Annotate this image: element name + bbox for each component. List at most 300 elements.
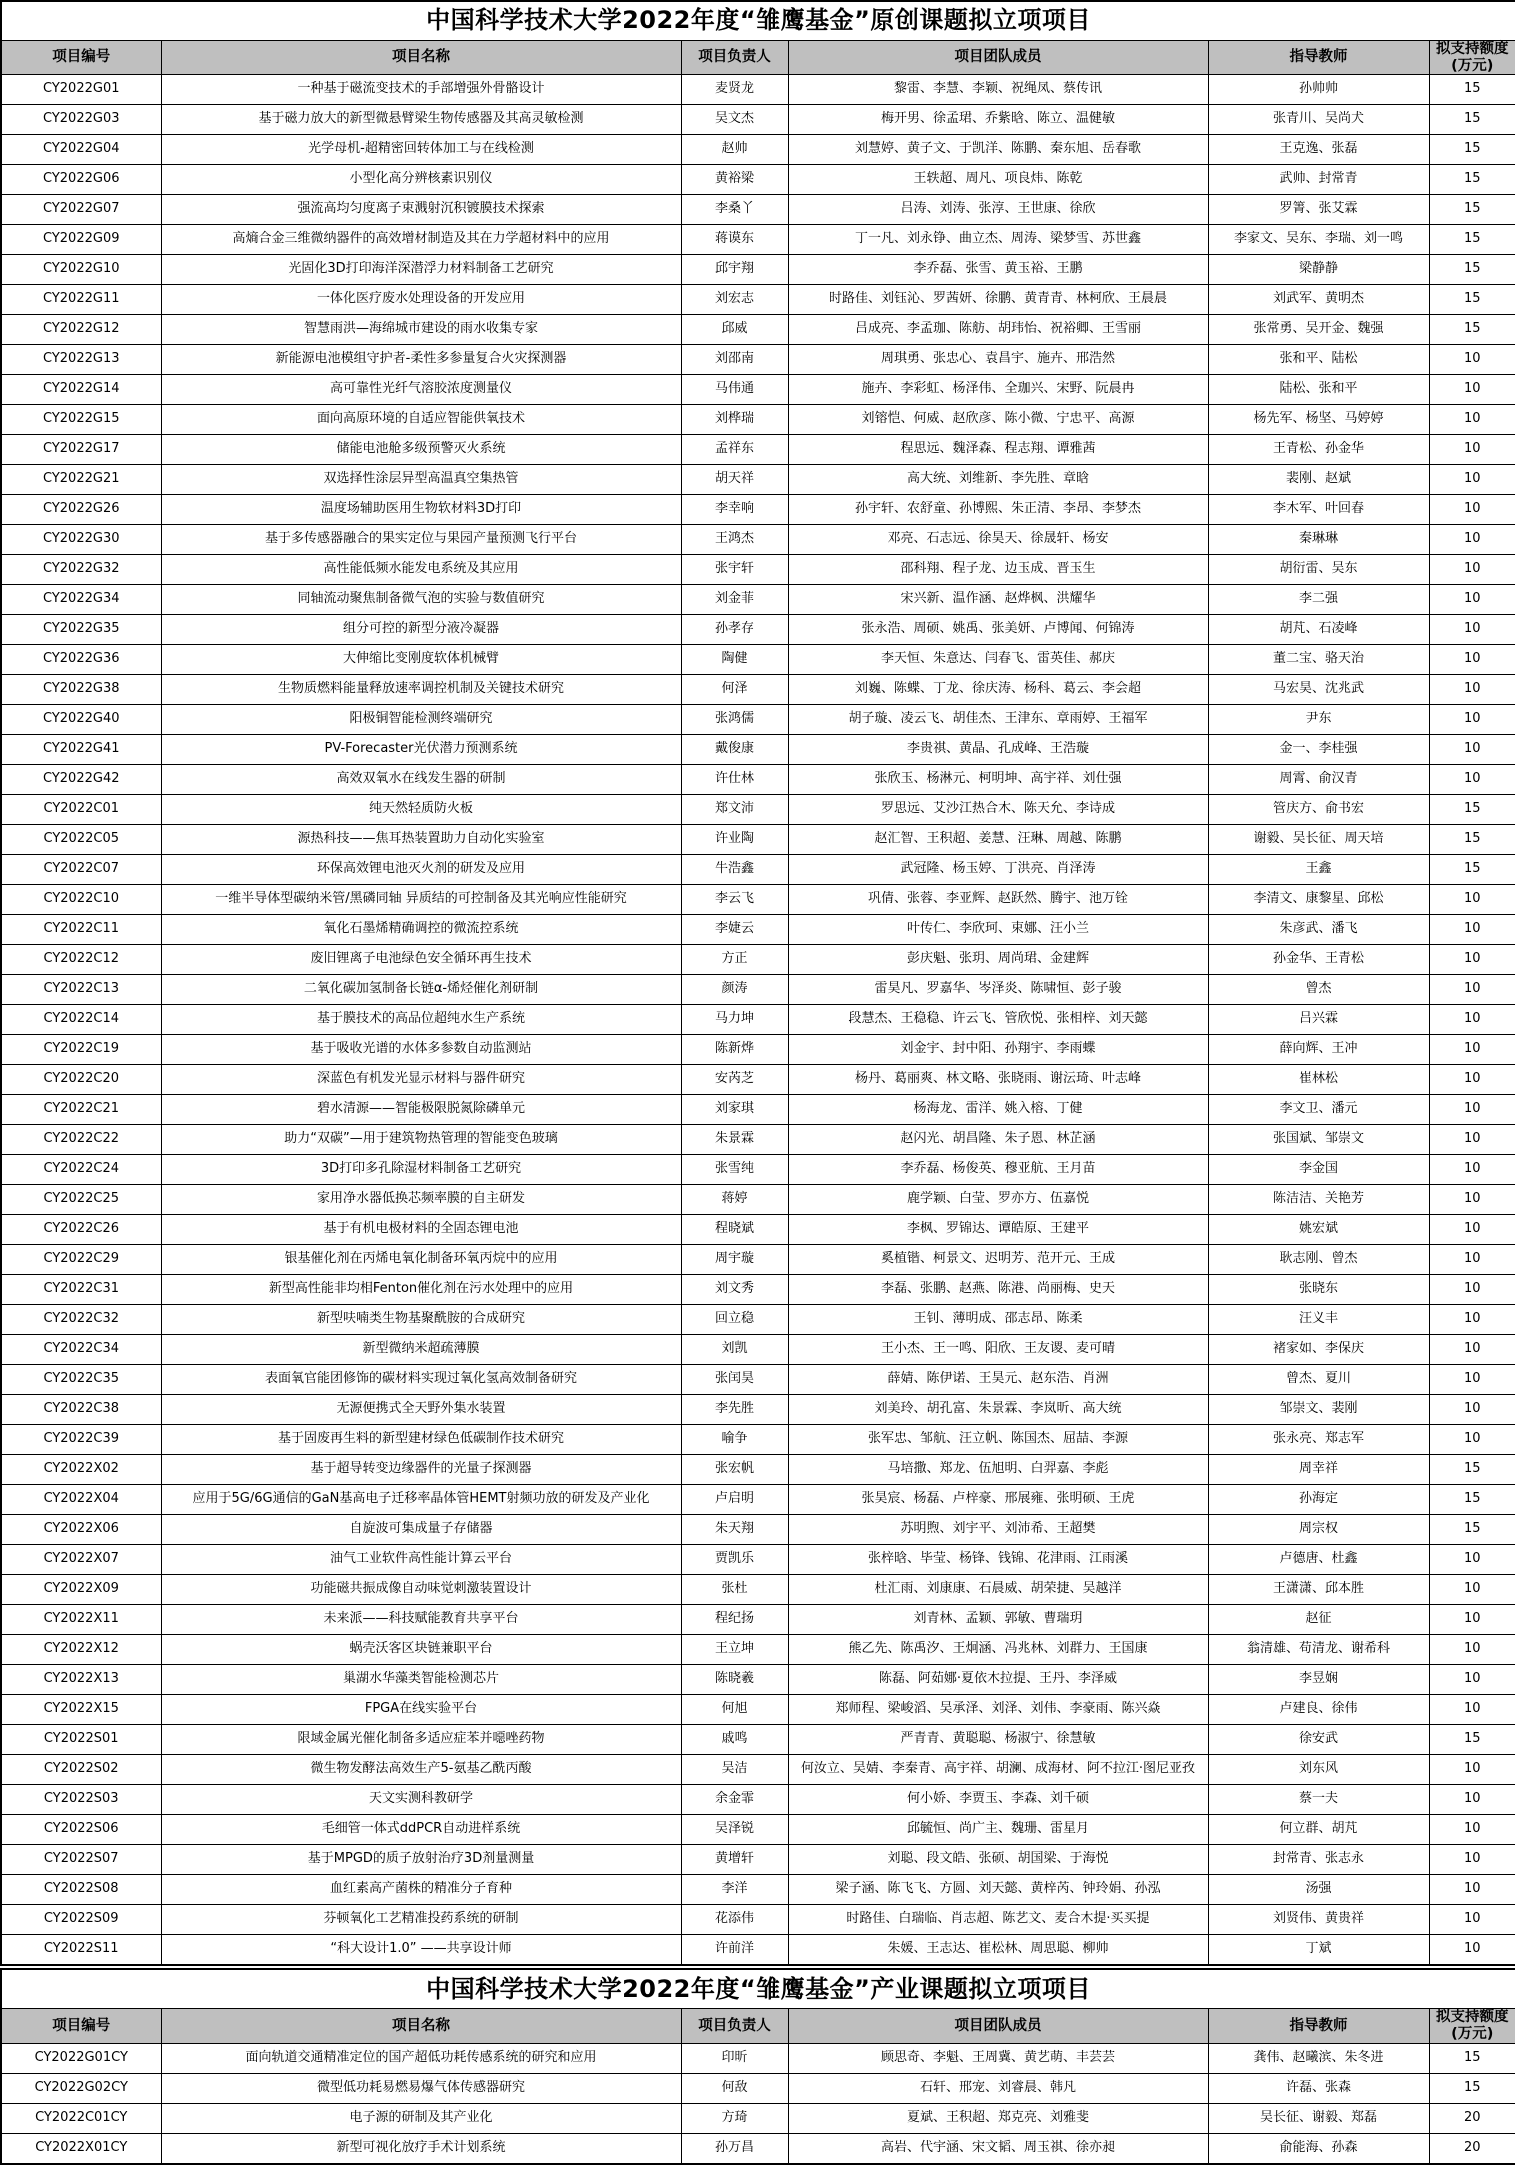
support-amount: 10 — [1429, 1395, 1515, 1425]
project-leader: 李先胜 — [681, 1395, 788, 1425]
project-leader: 王立坤 — [681, 1635, 788, 1665]
project-name: 废旧锂离子电池绿色安全循环再生技术 — [161, 945, 681, 975]
table-row — [1, 405, 1515, 435]
advisors: 谢毅、吴长征、周天培 — [1208, 825, 1429, 855]
column-header-project-leader: 项目负责人 — [681, 41, 788, 75]
project-id: CY2022S07 — [1, 1845, 161, 1875]
support-amount: 10 — [1429, 405, 1515, 435]
project-name: 一种基于磁流变技术的手部增强外骨骼设计 — [161, 75, 681, 105]
advisors: 张青川、吴尚犬 — [1208, 105, 1429, 135]
project-name: 基于磁力放大的新型微悬臂梁生物传感器及其高灵敏检测 — [161, 105, 681, 135]
project-name: 储能电池舱多级预警灭火系统 — [161, 435, 681, 465]
project-leader: 黄裕梁 — [681, 165, 788, 195]
project-name: 蜗壳沃客区块链兼职平台 — [161, 1635, 681, 1665]
team-members: 周琪勇、张忠心、袁昌宇、施卉、邢浩然 — [788, 345, 1208, 375]
project-name: 光学母机-超精密回转体加工与在线检测 — [161, 135, 681, 165]
project-id: CY2022G06 — [1, 165, 161, 195]
table-row — [1, 495, 1515, 525]
project-leader: 陶健 — [681, 645, 788, 675]
project-leader: 孟祥东 — [681, 435, 788, 465]
project-name: 巢湖水华藻类智能检测芯片 — [161, 1665, 681, 1695]
project-leader: 李幸响 — [681, 495, 788, 525]
project-id: CY2022X01CY — [1, 2133, 161, 2164]
project-leader: 戚鸣 — [681, 1725, 788, 1755]
project-leader: 朱景霖 — [681, 1125, 788, 1155]
project-leader: 黄增轩 — [681, 1845, 788, 1875]
project-leader: 陈新烨 — [681, 1035, 788, 1065]
project-leader: 印昕 — [681, 2043, 788, 2073]
project-leader: 孙孝存 — [681, 615, 788, 645]
project-id: CY2022G10 — [1, 255, 161, 285]
advisors: 孙海定 — [1208, 1485, 1429, 1515]
team-members: 李枫、罗锦达、谭皓原、王建平 — [788, 1215, 1208, 1245]
team-members: 张欣玉、杨淋元、柯明坤、高宇祥、刘仕强 — [788, 765, 1208, 795]
project-id: CY2022X11 — [1, 1605, 161, 1635]
project-id: CY2022G04 — [1, 135, 161, 165]
advisors: 陈洁洁、关艳芳 — [1208, 1185, 1429, 1215]
support-amount: 15 — [1429, 285, 1515, 315]
project-name: 高效双氧水在线发生器的研制 — [161, 765, 681, 795]
project-id: CY2022S08 — [1, 1875, 161, 1905]
project-name: 新型高性能非均相Fenton催化剂在污水处理中的应用 — [161, 1275, 681, 1305]
advisors: 裴刚、赵斌 — [1208, 465, 1429, 495]
title-row — [1, 1, 1515, 41]
support-amount: 10 — [1429, 1155, 1515, 1185]
table-row — [1, 795, 1515, 825]
support-amount: 10 — [1429, 1605, 1515, 1635]
project-leader: 许前洋 — [681, 1935, 788, 1966]
project-id: CY2022C01CY — [1, 2103, 161, 2133]
table-row — [1, 735, 1515, 765]
support-amount: 10 — [1429, 1185, 1515, 1215]
support-amount: 15 — [1429, 315, 1515, 345]
project-leader: 胡天祥 — [681, 465, 788, 495]
team-members: 顾思奇、李魁、王周冀、黄艺萌、丰芸芸 — [788, 2043, 1208, 2073]
table-row — [1, 705, 1515, 735]
table-row — [1, 525, 1515, 555]
project-id: CY2022C01 — [1, 795, 161, 825]
support-amount: 10 — [1429, 1635, 1515, 1665]
advisors: 李二强 — [1208, 585, 1429, 615]
support-amount: 10 — [1429, 645, 1515, 675]
advisors: 孙金华、王青松 — [1208, 945, 1429, 975]
support-amount: 10 — [1429, 1005, 1515, 1035]
project-leader: 吴泽锐 — [681, 1815, 788, 1845]
project-leader: 程纪扬 — [681, 1605, 788, 1635]
project-name: 一体化医疗废水处理设备的开发应用 — [161, 285, 681, 315]
support-amount: 15 — [1429, 2043, 1515, 2073]
advisors: 刘武军、黄明杰 — [1208, 285, 1429, 315]
project-name: 限域金属光催化制备多适应症苯并噁唑药物 — [161, 1725, 681, 1755]
project-id: CY2022X15 — [1, 1695, 161, 1725]
advisors: 徐安武 — [1208, 1725, 1429, 1755]
project-name: 血红素高产菌株的精准分子育种 — [161, 1875, 681, 1905]
support-amount: 10 — [1429, 735, 1515, 765]
column-header-project-name: 项目名称 — [161, 41, 681, 75]
table-row — [1, 945, 1515, 975]
support-amount: 15 — [1429, 1455, 1515, 1485]
advisors: 张晓东 — [1208, 1275, 1429, 1305]
project-name: 二氧化碳加氢制备长链α-烯烃催化剂研制 — [161, 975, 681, 1005]
team-members: 时路佳、白瑞临、肖志超、陈艺文、麦合木提·买买提 — [788, 1905, 1208, 1935]
support-amount: 10 — [1429, 1665, 1515, 1695]
advisors: 封常青、张志永 — [1208, 1845, 1429, 1875]
project-id: CY2022G17 — [1, 435, 161, 465]
team-members: 李乔磊、张雪、黄玉裕、王鹏 — [788, 255, 1208, 285]
team-members: 段慧杰、王稳稳、许云飞、管欣悦、张相梓、刘天懿 — [788, 1005, 1208, 1035]
project-name: 氧化石墨烯精确调控的微流控系统 — [161, 915, 681, 945]
project-name: 自旋波可集成量子存储器 — [161, 1515, 681, 1545]
team-members: 李乔磊、杨俊英、穆亚航、王月苗 — [788, 1155, 1208, 1185]
support-amount: 10 — [1429, 1545, 1515, 1575]
team-members: 罗思远、艾沙江热合木、陈天允、李诗成 — [788, 795, 1208, 825]
table-row — [1, 1785, 1515, 1815]
project-id: CY2022G01CY — [1, 2043, 161, 2073]
column-header-project-leader: 项目负责人 — [681, 2009, 788, 2043]
column-header-project-id: 项目编号 — [1, 2009, 161, 2043]
project-id: CY2022X04 — [1, 1485, 161, 1515]
project-leader: 余金霏 — [681, 1785, 788, 1815]
table-row — [1, 615, 1515, 645]
table-row — [1, 675, 1515, 705]
project-name: 大伸缩比变刚度软体机械臂 — [161, 645, 681, 675]
project-id: CY2022G35 — [1, 615, 161, 645]
project-id: CY2022C14 — [1, 1005, 161, 1035]
team-members: 梅开男、徐孟珺、乔紫晗、陈立、温健敏 — [788, 105, 1208, 135]
table-row — [1, 1425, 1515, 1455]
column-header-support-amount: 拟支持额度(万元) — [1429, 2009, 1515, 2043]
project-leader: 王鸿杰 — [681, 525, 788, 555]
advisors: 许磊、张森 — [1208, 2073, 1429, 2103]
project-leader: 马伟通 — [681, 375, 788, 405]
project-name: 毛细管一体式ddPCR自动进样系统 — [161, 1815, 681, 1845]
advisors: 朱彦武、潘飞 — [1208, 915, 1429, 945]
project-id: CY2022X07 — [1, 1545, 161, 1575]
advisors: 李清文、康黎星、邱松 — [1208, 885, 1429, 915]
project-name: 高可靠性光纤气溶胶浓度测量仪 — [161, 375, 681, 405]
advisors: 张国斌、邹崇文 — [1208, 1125, 1429, 1155]
advisors: 张永亮、郑志军 — [1208, 1425, 1429, 1455]
project-id: CY2022G13 — [1, 345, 161, 375]
project-name: 微型低功耗易燃易爆气体传感器研究 — [161, 2073, 681, 2103]
project-leader: 麦贤龙 — [681, 75, 788, 105]
support-amount: 10 — [1429, 1425, 1515, 1455]
support-amount: 10 — [1429, 495, 1515, 525]
advisors: 丁斌 — [1208, 1935, 1429, 1966]
advisors: 罗箐、张艾霖 — [1208, 195, 1429, 225]
column-header-advisors: 指导教师 — [1208, 2009, 1429, 2043]
table-row — [1, 1665, 1515, 1695]
advisors: 卢德唐、杜鑫 — [1208, 1545, 1429, 1575]
project-leader: 陈晓羲 — [681, 1665, 788, 1695]
project-name: 面向轨道交通精准定位的国产超低功耗传感系统的研究和应用 — [161, 2043, 681, 2073]
project-name: 碧水清源——智能极限脱氮除磷单元 — [161, 1095, 681, 1125]
project-leader: 张宏帆 — [681, 1455, 788, 1485]
table-row — [1, 1725, 1515, 1755]
project-name: 基于有机电极材料的全固态锂电池 — [161, 1215, 681, 1245]
title-row — [1, 1969, 1515, 2009]
advisors: 王克逸、张磊 — [1208, 135, 1429, 165]
table-row — [1, 1455, 1515, 1485]
support-amount: 10 — [1429, 1035, 1515, 1065]
support-amount: 10 — [1429, 1695, 1515, 1725]
support-amount: 10 — [1429, 1125, 1515, 1155]
table-row — [1, 1185, 1515, 1215]
team-members: 夏斌、王积超、郑克亮、刘雅斐 — [788, 2103, 1208, 2133]
table-row — [1, 765, 1515, 795]
team-members: 刘镕恺、何威、赵欣彦、陈小微、宁忠平、高源 — [788, 405, 1208, 435]
project-id: CY2022G26 — [1, 495, 161, 525]
table-row — [1, 1125, 1515, 1155]
team-members: 高岩、代宇涵、宋文韬、周玉祺、徐亦昶 — [788, 2133, 1208, 2164]
support-amount: 10 — [1429, 1275, 1515, 1305]
project-id: CY2022G09 — [1, 225, 161, 255]
support-amount: 10 — [1429, 1875, 1515, 1905]
support-amount: 10 — [1429, 375, 1515, 405]
table-row — [1, 1695, 1515, 1725]
support-amount: 15 — [1429, 75, 1515, 105]
table-row — [1, 1845, 1515, 1875]
project-name: 基于固废再生料的新型建材绿色低碳制作技术研究 — [161, 1425, 681, 1455]
team-members: 邵科翔、程子龙、边玉成、晋玉生 — [788, 555, 1208, 585]
team-members: 苏明煦、刘宇平、刘沛希、王超樊 — [788, 1515, 1208, 1545]
project-id: CY2022C39 — [1, 1425, 161, 1455]
table-row — [1, 345, 1515, 375]
project-id: CY2022G07 — [1, 195, 161, 225]
team-members: 施卉、李彩虹、杨泽伟、全珈兴、宋野、阮晨冉 — [788, 375, 1208, 405]
project-leader: 张杜 — [681, 1575, 788, 1605]
project-id: CY2022X06 — [1, 1515, 161, 1545]
table-row — [1, 555, 1515, 585]
support-amount: 10 — [1429, 435, 1515, 465]
project-leader: 刘凯 — [681, 1335, 788, 1365]
project-name: 面向高原环境的自适应智能供氧技术 — [161, 405, 681, 435]
advisors: 龚伟、赵曦滨、朱冬进 — [1208, 2043, 1429, 2073]
project-id: CY2022G30 — [1, 525, 161, 555]
table-row — [1, 1575, 1515, 1605]
project-name: 基于多传感器融合的果实定位与果园产量预测飞行平台 — [161, 525, 681, 555]
column-header-project-name: 项目名称 — [161, 2009, 681, 2043]
advisors: 蔡一夫 — [1208, 1785, 1429, 1815]
project-name: “科大设计1.0” ——共享设计师 — [161, 1935, 681, 1966]
team-members: 丁一凡、刘永铮、曲立杰、周涛、梁梦雪、苏世鑫 — [788, 225, 1208, 255]
project-name: 组分可控的新型分液冷凝器 — [161, 615, 681, 645]
support-amount: 10 — [1429, 1575, 1515, 1605]
team-members: 巩倩、张蓉、李亚辉、赵跃然、腾宇、池万铨 — [788, 885, 1208, 915]
project-id: CY2022C05 — [1, 825, 161, 855]
project-leader: 郑文沛 — [681, 795, 788, 825]
project-id: CY2022G38 — [1, 675, 161, 705]
table-row — [1, 195, 1515, 225]
support-amount: 10 — [1429, 1905, 1515, 1935]
table-row — [1, 915, 1515, 945]
support-amount: 15 — [1429, 225, 1515, 255]
table-row — [1, 225, 1515, 255]
project-name: 电子源的研制及其产业化 — [161, 2103, 681, 2133]
project-leader: 刘邵南 — [681, 345, 788, 375]
team-members: 高大统、刘维新、李先胜、章晗 — [788, 465, 1208, 495]
header-row — [1, 41, 1515, 75]
project-id: CY2022C34 — [1, 1335, 161, 1365]
support-amount: 15 — [1429, 1515, 1515, 1545]
project-name: 温度场辅助医用生物软材料3D打印 — [161, 495, 681, 525]
advisors: 王青松、孙金华 — [1208, 435, 1429, 465]
table-row — [1, 855, 1515, 885]
project-leader: 程晓斌 — [681, 1215, 788, 1245]
team-members: 赵闪光、胡昌隆、朱子恩、林芷涵 — [788, 1125, 1208, 1155]
column-header-support-amount: 拟支持额度(万元) — [1429, 41, 1515, 75]
column-header-project-id: 项目编号 — [1, 41, 161, 75]
support-amount: 15 — [1429, 795, 1515, 825]
project-id: CY2022C38 — [1, 1395, 161, 1425]
support-amount: 10 — [1429, 525, 1515, 555]
project-id: CY2022C24 — [1, 1155, 161, 1185]
advisors: 曾杰 — [1208, 975, 1429, 1005]
table-row — [1, 1875, 1515, 1905]
project-leader: 张雪纯 — [681, 1155, 788, 1185]
project-id: CY2022C32 — [1, 1305, 161, 1335]
column-header-advisors: 指导教师 — [1208, 41, 1429, 75]
team-members: 刘金宇、封中阳、孙翔宇、李雨蝶 — [788, 1035, 1208, 1065]
advisors: 汤强 — [1208, 1875, 1429, 1905]
support-amount: 15 — [1429, 255, 1515, 285]
project-leader: 吴文杰 — [681, 105, 788, 135]
project-leader: 许业陶 — [681, 825, 788, 855]
advisors: 武帅、封常青 — [1208, 165, 1429, 195]
advisors: 王鑫 — [1208, 855, 1429, 885]
advisors: 金一、李桂强 — [1208, 735, 1429, 765]
project-leader: 刘宏志 — [681, 285, 788, 315]
advisors: 王潇潇、邱本胜 — [1208, 1575, 1429, 1605]
project-name: 芬顿氧化工艺精准投药系统的研制 — [161, 1905, 681, 1935]
team-members: 王钊、薄明成、邵志昂、陈柔 — [788, 1305, 1208, 1335]
project-id: CY2022X02 — [1, 1455, 161, 1485]
advisors: 董二宝、骆天治 — [1208, 645, 1429, 675]
advisors: 李家文、吴东、李瑞、刘一鸣 — [1208, 225, 1429, 255]
project-id: CY2022S02 — [1, 1755, 161, 1785]
project-leader: 许仕林 — [681, 765, 788, 795]
table-row — [1, 1815, 1515, 1845]
team-members: 熊乙先、陈禹汐、王炯涵、冯兆林、刘群力、王国康 — [788, 1635, 1208, 1665]
project-leader: 李婕云 — [681, 915, 788, 945]
project-id: CY2022C10 — [1, 885, 161, 915]
project-id: CY2022X09 — [1, 1575, 161, 1605]
team-members: 陈磊、阿茹娜·夏依木拉提、王丹、李泽威 — [788, 1665, 1208, 1695]
table-row — [1, 1605, 1515, 1635]
team-members: 刘青林、孟颖、郭敏、曹瑞玥 — [788, 1605, 1208, 1635]
table-row — [1, 2103, 1515, 2133]
table-row — [1, 1215, 1515, 1245]
advisors: 李金国 — [1208, 1155, 1429, 1185]
project-leader: 朱天翔 — [681, 1515, 788, 1545]
header-row — [1, 2009, 1515, 2043]
project-leader: 卢启明 — [681, 1485, 788, 1515]
table-row — [1, 2073, 1515, 2103]
team-members: 刘巍、陈蝶、丁龙、徐庆涛、杨科、葛云、李会超 — [788, 675, 1208, 705]
project-name: FPGA在线实验平台 — [161, 1695, 681, 1725]
project-id: CY2022C35 — [1, 1365, 161, 1395]
project-leader: 花添伟 — [681, 1905, 788, 1935]
table-row — [1, 1365, 1515, 1395]
team-members: 石轩、邢宠、刘睿晨、韩凡 — [788, 2073, 1208, 2103]
project-id: CY2022C20 — [1, 1065, 161, 1095]
project-leader: 邱宇翔 — [681, 255, 788, 285]
project-leader: 邱威 — [681, 315, 788, 345]
team-members: 张军忠、邹航、汪立帆、陈国杰、屈喆、李源 — [788, 1425, 1208, 1455]
support-amount: 20 — [1429, 2103, 1515, 2133]
team-members: 刘慧婷、黄子文、于凯洋、陈鹏、秦东旭、岳春歌 — [788, 135, 1208, 165]
support-amount: 15 — [1429, 105, 1515, 135]
project-id: CY2022C26 — [1, 1215, 161, 1245]
team-members: 叶传仁、李欣珂、束娜、汪小兰 — [788, 915, 1208, 945]
advisors: 胡芃、石凌峰 — [1208, 615, 1429, 645]
advisors: 赵征 — [1208, 1605, 1429, 1635]
project-leader: 方正 — [681, 945, 788, 975]
project-leader: 刘文秀 — [681, 1275, 788, 1305]
support-amount: 10 — [1429, 465, 1515, 495]
project-name: 一维半导体型碳纳米管/黑磷同轴 异质结的可控制备及其光响应性能研究 — [161, 885, 681, 915]
project-name: 光固化3D打印海洋深潜浮力材料制备工艺研究 — [161, 255, 681, 285]
project-name: 基于MPGD的质子放射治疗3D剂量测量 — [161, 1845, 681, 1875]
table-row — [1, 975, 1515, 1005]
team-members: 张昊宸、杨磊、卢梓豪、邢展雍、张明硕、王虎 — [788, 1485, 1208, 1515]
team-members: 薛婧、陈伊诺、王昊元、赵东浩、肖洲 — [788, 1365, 1208, 1395]
table-row — [1, 1395, 1515, 1425]
support-amount: 10 — [1429, 555, 1515, 585]
project-name: 环保高效锂电池灭火剂的研发及应用 — [161, 855, 681, 885]
advisors: 薛向辉、王冲 — [1208, 1035, 1429, 1065]
project-leader: 吴洁 — [681, 1755, 788, 1785]
advisors: 翁清雄、苟清龙、谢希科 — [1208, 1635, 1429, 1665]
project-name: 同轴流动聚焦制备微气泡的实验与数值研究 — [161, 585, 681, 615]
support-amount: 10 — [1429, 1245, 1515, 1275]
advisors: 周幸祥 — [1208, 1455, 1429, 1485]
support-amount: 10 — [1429, 615, 1515, 645]
team-members: 邱毓恒、尚广主、魏珊、雷星月 — [788, 1815, 1208, 1845]
table-row — [1, 1515, 1515, 1545]
project-leader: 何敌 — [681, 2073, 788, 2103]
table-row — [1, 1305, 1515, 1335]
team-members: 时路佳、刘钰沁、罗茜妍、徐鹏、黄青青、林柯欣、王晨晨 — [788, 285, 1208, 315]
original-projects-body — [1, 75, 1515, 1966]
team-members: 奚植锴、柯景文、迟明芳、范开元、王成 — [788, 1245, 1208, 1275]
team-members: 王小杰、王一鸣、阳欣、王友谡、麦可晴 — [788, 1335, 1208, 1365]
advisors: 张常勇、吴开金、魏强 — [1208, 315, 1429, 345]
team-members: 鹿学颖、白莹、罗亦方、伍嘉悦 — [788, 1185, 1208, 1215]
support-amount: 10 — [1429, 765, 1515, 795]
table-row — [1, 2133, 1515, 2164]
table-row — [1, 1245, 1515, 1275]
project-id: CY2022C19 — [1, 1035, 161, 1065]
column-header-team-members: 项目团队成员 — [788, 2009, 1208, 2043]
project-leader: 刘家琪 — [681, 1095, 788, 1125]
team-members: 彭庆魁、张玥、周尚珺、金建辉 — [788, 945, 1208, 975]
table-row — [1, 465, 1515, 495]
advisors: 何立群、胡芃 — [1208, 1815, 1429, 1845]
support-amount: 10 — [1429, 585, 1515, 615]
team-members: 李天恒、朱意达、闫春飞、雷英佳、郝庆 — [788, 645, 1208, 675]
team-members: 雷昊凡、罗嘉华、岑泽炎、陈啸恒、彭子骏 — [788, 975, 1208, 1005]
project-name: 功能磁共振成像自动味觉刺激装置设计 — [161, 1575, 681, 1605]
project-name: 新型可视化放疗手术计划系统 — [161, 2133, 681, 2164]
project-name: 银基催化剂在丙烯电氧化制备环氧丙烷中的应用 — [161, 1245, 681, 1275]
table-row — [1, 165, 1515, 195]
project-id: CY2022G40 — [1, 705, 161, 735]
advisors: 马宏昊、沈兆武 — [1208, 675, 1429, 705]
table-row — [1, 75, 1515, 105]
project-leader: 刘金菲 — [681, 585, 788, 615]
advisors: 李昱娴 — [1208, 1665, 1429, 1695]
